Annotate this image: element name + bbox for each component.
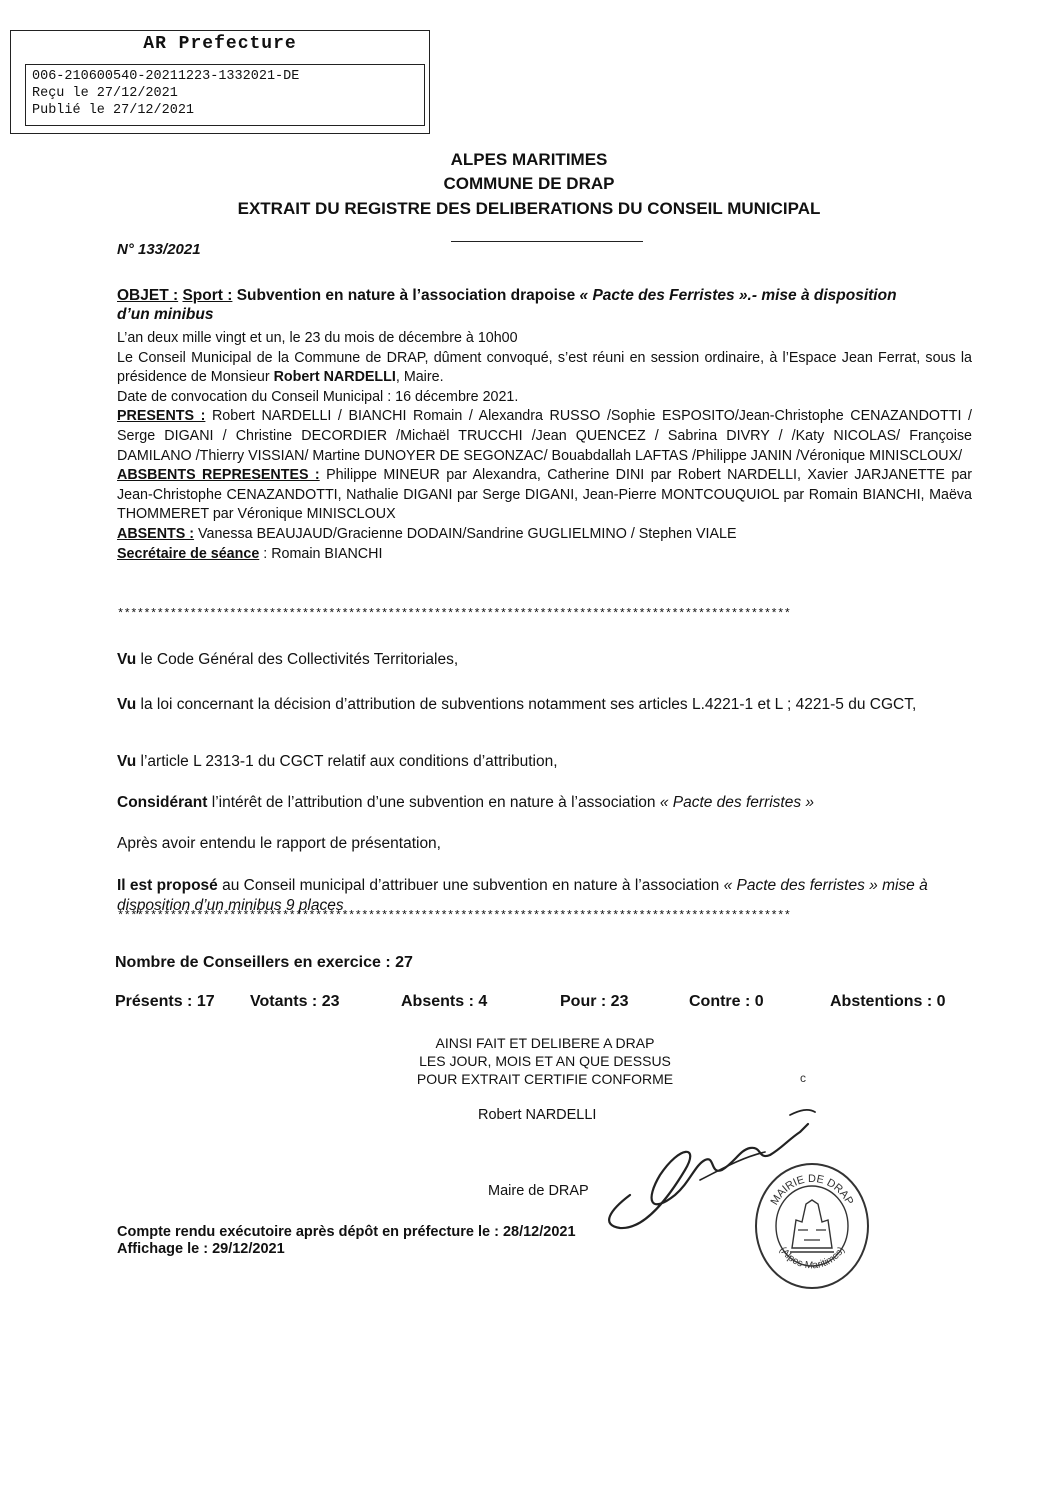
header-divider <box>451 241 643 242</box>
objet-text-italic: « Pacte des Ferristes ».- mise à disposition d’un minibus <box>117 287 897 323</box>
ar-stamp-publie: Publié le 27/12/2021 <box>32 103 195 118</box>
objet-category: Sport : <box>182 287 233 304</box>
proposal-lead: Il est proposé <box>117 877 218 894</box>
proposal-italic: « Pacte des ferristes » mise à disposition d’un minibus 9 places <box>117 877 928 914</box>
absents-paragraph <box>117 525 972 545</box>
consideration-cgct <box>117 650 962 670</box>
consideration-interest <box>117 793 962 813</box>
represented-list: Philippe MINEUR par Alexandra, Catherine DINI par Robert NARDELLI, Xavier JARJANETTE par Jean-Christophe CENAZANDOTTI, Nathalie DIGANI par Serge DIGANI, Jean-Pierre MONTCOUQUIOL par Romain BIANCHI, Maëva THOMMERET par Véronique MINISCLOUX <box>117 467 972 523</box>
separator-top: ****************************************************************************************************** <box>117 607 791 621</box>
seal-top-text: MAIRIE DE DRAP <box>768 1173 856 1208</box>
secretary-paragraph <box>117 545 972 565</box>
compte-rendu: Compte rendu exécutoire après dépôt en préfecture le : 28/12/2021 <box>117 1224 576 1240</box>
represented-paragraph <box>117 466 972 525</box>
consideration-italic: « Pacte des ferristes » <box>659 794 815 811</box>
closing-formula <box>390 1034 700 1088</box>
ar-stamp-details <box>25 64 425 126</box>
svg-text:(Alpes-Maritimes) <box>777 1245 847 1271</box>
count-presents: Présents : 17 <box>115 993 215 1010</box>
count-exercice: Nombre de Conseillers en exercice : 27 <box>115 954 413 971</box>
represented-label: ABSBENTS REPRESENTES : <box>117 467 320 484</box>
header-department: ALPES MARITIMES <box>450 150 608 169</box>
secretary-name: : Romain BIANCHI <box>259 545 383 562</box>
presents-label: PRESENTS : <box>117 408 206 425</box>
count-abstentions: Abstentions : 0 <box>830 993 946 1010</box>
consideration-law <box>117 695 962 715</box>
objet-text: Subvention en nature à l’association drapoise <box>236 287 580 304</box>
objet-label: OBJET : <box>117 287 179 304</box>
absents-list: Vanessa BEAUJAUD/Gracienne DODAIN/Sandrine GUGLIELMINO / Stephen VIALE <box>198 525 737 542</box>
header-register-title: EXTRAIT DU REGISTRE DES DELIBERATIONS DU CONSEIL MUNICIPAL <box>237 199 821 218</box>
signer-title: Maire de DRAP <box>488 1183 589 1199</box>
consideration-lead: Considérant <box>117 794 208 811</box>
ar-stamp-recu: Reçu le 27/12/2021 <box>32 86 178 101</box>
mairie-seal <box>752 1160 872 1292</box>
ar-prefecture-stamp <box>10 30 430 134</box>
session-date: L’an deux mille vingt et un, le 23 du mois de décembre à 10h00 <box>117 330 518 346</box>
session-president: Robert NARDELLI <box>273 369 396 386</box>
stray-mark: c <box>800 1071 806 1085</box>
closing-line-2: LES JOUR, MOIS ET AN QUE DESSUS <box>419 1053 671 1069</box>
signer-name: Robert NARDELLI <box>478 1107 597 1123</box>
session-convocation: Date de convocation du Conseil Municipal : 16 décembre 2021. <box>117 388 519 405</box>
presents-list: Robert NARDELLI / BIANCHI Romain / Alexandra RUSSO /Sophie ESPOSITO/Jean-Christophe CENAZANDOTTI / Serge DIGANI / Christine DECORDIER /Michaël TRUCCHI /Jean QUENCEZ / Sabrina DIVRY / /Katy NICOLAS/ Françoise DAMILANO /Thierry VISSIAN/ Martine DUNOYER DE SEGONZAC/ Bouabdallah LAFTAS /Philippe JANIN /Véronique MINISCLOUX/ <box>117 408 972 464</box>
count-pour: Pour : 23 <box>560 993 629 1010</box>
header-commune: COMMUNE DE DRAP <box>443 174 615 193</box>
closing-line-3: POUR EXTRAIT CERTIFIE CONFORME <box>416 1071 674 1087</box>
session-president-suffix: , Maire. <box>395 369 444 386</box>
consideration-lead: Vu <box>117 753 137 770</box>
separator-bottom: ****************************************************************************************************** <box>117 909 791 923</box>
deliberation-number: N° 133/2021 <box>117 241 201 258</box>
count-contre: Contre : 0 <box>689 993 764 1010</box>
consideration-text: la loi concernant la décision d’attribution de subventions notamment ses articles L.4221-1 et L ; 4221-5 du CGCT, <box>136 696 917 713</box>
consideration-text: l’article L 2313-1 du CGCT relatif aux conditions d’attribution, <box>136 753 558 770</box>
affichage: Affichage le : 29/12/2021 <box>117 1241 285 1257</box>
consideration-lead: Vu <box>117 696 137 713</box>
absents-label: ABSENTS : <box>117 525 195 542</box>
ar-stamp-reference: 006-210600540-20211223-1332021-DE <box>32 69 300 84</box>
consideration-text: Après avoir entendu le rapport de présentation, <box>117 835 441 852</box>
session-details <box>117 329 972 564</box>
count-absents: Absents : 4 <box>401 993 488 1010</box>
secretary-label: Secrétaire de séance <box>117 545 260 562</box>
consideration-text: l’intérêt de l’attribution d’une subvention en nature à l’association <box>207 794 660 811</box>
objet-line <box>117 286 917 324</box>
seal-bottom-text: (Alpes-Maritimes) <box>776 1245 848 1272</box>
ar-stamp-title: AR Prefecture <box>143 34 297 54</box>
consideration-text: le Code Général des Collectivités Territoriales, <box>136 651 459 668</box>
footer-notes <box>117 1224 576 1258</box>
presents-paragraph <box>117 407 972 466</box>
consideration-lead: Vu <box>117 651 137 668</box>
consideration-report <box>117 834 962 854</box>
consideration-article <box>117 752 962 772</box>
session-convened <box>117 349 972 388</box>
count-votants: Votants : 23 <box>250 993 340 1010</box>
seal-emblem-icon <box>792 1200 832 1248</box>
closing-line-1: AINSI FAIT ET DELIBERE A DRAP <box>435 1035 655 1051</box>
session-convened-text: Le Conseil Municipal de la Commune de DRAP, dûment convoqué, s’est réuni en session ordinaire, à l’Espace Jean Ferrat, sous la présidence de Monsieur <box>117 349 972 386</box>
svg-text:MAIRIE DE DRAP <box>769 1173 856 1207</box>
proposal-text: au Conseil municipal d’attribuer une subvention en nature à l’association <box>217 877 724 894</box>
